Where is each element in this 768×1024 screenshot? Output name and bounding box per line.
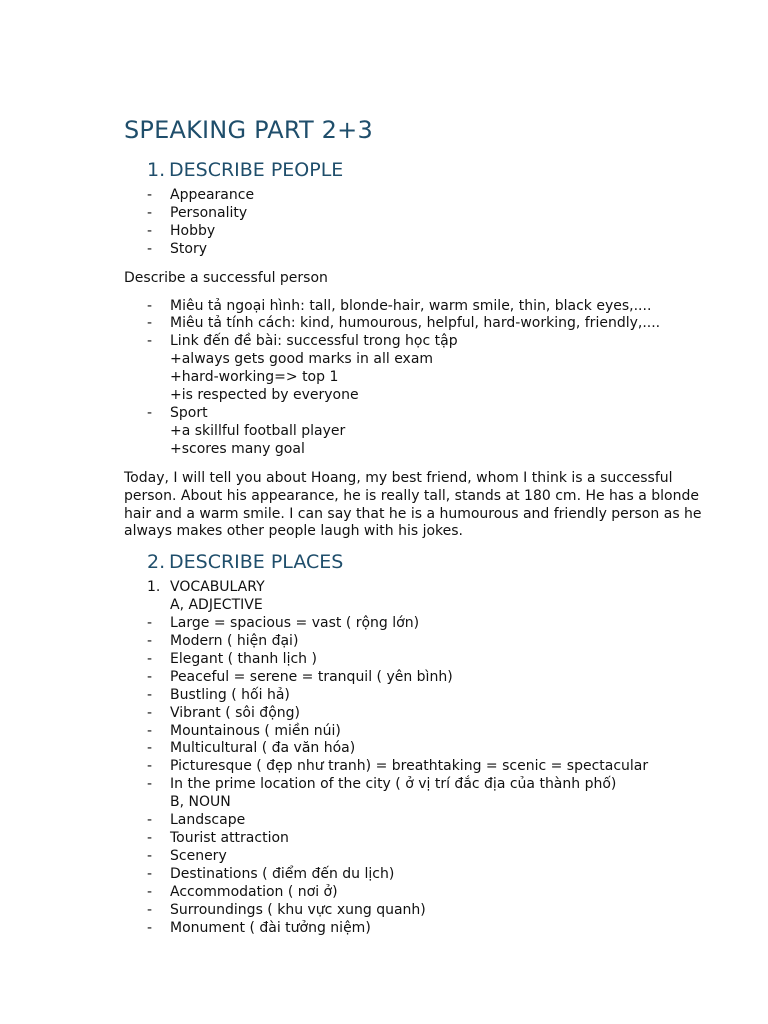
bullet-dash: - [147, 222, 153, 239]
list-item-text: Hobby [170, 222, 216, 239]
vocabulary-title: VOCABULARY [170, 579, 265, 596]
list-item [124, 651, 704, 669]
list-item-text: Landscape [170, 812, 246, 829]
bullet-dash: - [147, 404, 153, 421]
list-item [124, 333, 704, 405]
list-item [124, 776, 704, 794]
list-item [124, 812, 704, 830]
section-title: DESCRIBE PEOPLE [169, 159, 344, 181]
list-item [124, 205, 704, 223]
sub-point: +always gets good marks in all exam [170, 351, 434, 368]
bullet-dash: - [147, 650, 153, 667]
successful-person-notes-list [124, 298, 704, 459]
sub-point: +a skillful football player [170, 422, 346, 439]
bullet-dash: - [147, 830, 153, 846]
bullet-dash: - [147, 776, 153, 793]
list-item-text: Miêu tả tính cách: kind, humourous, helpful, hard-working, friendly,.... [170, 315, 661, 332]
bullet-dash: - [147, 704, 153, 721]
list-item-text: Modern ( hiện đại) [170, 633, 299, 650]
list-item-text: Peaceful = serene = tranquil ( yên bình) [170, 668, 453, 685]
bullet-dash: - [147, 758, 153, 775]
document-page [124, 114, 704, 937]
bullet-dash: - [147, 240, 153, 257]
list-item-text: Bustling ( hối hả) [170, 686, 290, 703]
adjective-list [124, 615, 704, 794]
list-item [124, 187, 704, 205]
list-item-text: Personality [170, 204, 248, 221]
bullet-dash: - [147, 901, 153, 918]
noun-subheading: B, NOUN [170, 794, 231, 811]
list-item-text: Miêu tả ngoại hình: tall, blonde-hair, warm smile, thin, black eyes,.... [170, 297, 652, 314]
list-item [124, 405, 704, 459]
sub-point: +hard-working=> top 1 [170, 369, 339, 386]
vocabulary-list [124, 579, 704, 597]
list-item [124, 705, 704, 723]
list-item-text: Tourist attraction [170, 830, 289, 846]
list-item [124, 633, 704, 651]
list-item-text: Vibrant ( sôi động) [170, 704, 300, 721]
section-heading-describe-people [124, 157, 704, 183]
bullet-dash: - [147, 615, 153, 632]
section-title: DESCRIBE PLACES [169, 551, 344, 574]
list-item-text: Story [170, 240, 207, 257]
list-item-text: In the prime location of the city ( ở vị trí đắc địa của thành phố) [170, 776, 617, 793]
bullet-dash: - [147, 919, 153, 936]
sample-answer-paragraph: Today, I will tell you about Hoang, my best friend, whom I think is a successful person. About his appearance, he is really tall, stands at 180 cm. He has a blonde hair and a warm smile. I can say that he is a humourous and friendly person as he always makes other people laugh with his jokes. [124, 469, 702, 540]
list-item [124, 902, 704, 920]
list-item-text: Sport [170, 404, 208, 421]
bullet-dash: - [147, 668, 153, 685]
bullet-dash: - [147, 740, 153, 757]
list-item [124, 848, 704, 866]
adjective-subheading: A, ADJECTIVE [170, 597, 263, 614]
list-item [124, 669, 704, 687]
bullet-dash: - [147, 865, 153, 882]
bullet-dash: - [147, 297, 153, 314]
list-item [124, 315, 704, 333]
bullet-dash: - [147, 847, 153, 864]
sub-point: +scores many goal [170, 440, 305, 457]
list-item [124, 866, 704, 884]
section-heading-describe-places [124, 549, 704, 575]
list-item-text: Destinations ( điểm đến du lịch) [170, 865, 395, 882]
list-item-text: Appearance [170, 187, 255, 203]
list-item [124, 884, 704, 902]
bullet-dash: - [147, 812, 153, 829]
bullet-dash: - [147, 333, 153, 350]
bullet-dash: - [147, 633, 153, 650]
section-number: 2. [147, 551, 166, 574]
list-item-text: Elegant ( thanh lịch ) [170, 650, 317, 667]
bullet-dash: - [147, 204, 153, 221]
list-number: 1. [147, 579, 161, 596]
list-item [124, 223, 704, 241]
list-item [124, 830, 704, 848]
list-item-text: Link đến đề bài: successful trong học tập [170, 333, 458, 350]
bullet-dash: - [147, 315, 153, 332]
list-item-text: Monument ( đài tưởng niệm) [170, 919, 371, 936]
list-item-text: Scenery [170, 847, 227, 864]
list-item [124, 723, 704, 741]
bullet-dash: - [147, 722, 153, 739]
list-item-text: Multicultural ( đa văn hóa) [170, 740, 356, 757]
vocabulary-heading-item [124, 579, 704, 597]
list-item [124, 920, 704, 938]
bullet-dash: - [147, 686, 153, 703]
list-item-text: Large = spacious = vast ( rộng lớn) [170, 615, 420, 632]
list-item [124, 740, 704, 758]
page-title: SPEAKING PART 2+3 [124, 116, 373, 144]
list-item [124, 758, 704, 776]
list-item [124, 687, 704, 705]
list-item [124, 241, 704, 259]
noun-list [124, 812, 704, 937]
bullet-dash: - [147, 187, 153, 203]
people-aspects-list [124, 187, 704, 259]
list-item-text: Picturesque ( đẹp như tranh) = breathtaking = scenic = spectacular [170, 758, 649, 775]
list-item-text: Accommodation ( nơi ở) [170, 883, 338, 900]
section-number: 1. [147, 159, 166, 181]
sub-point: +is respected by everyone [170, 387, 359, 404]
prompt-text: Describe a successful person [124, 269, 328, 286]
list-item-text: Mountainous ( miền núi) [170, 722, 341, 739]
bullet-dash: - [147, 883, 153, 900]
list-item [124, 615, 704, 633]
list-item [124, 298, 704, 316]
list-item-text: Surroundings ( khu vực xung quanh) [170, 901, 426, 918]
